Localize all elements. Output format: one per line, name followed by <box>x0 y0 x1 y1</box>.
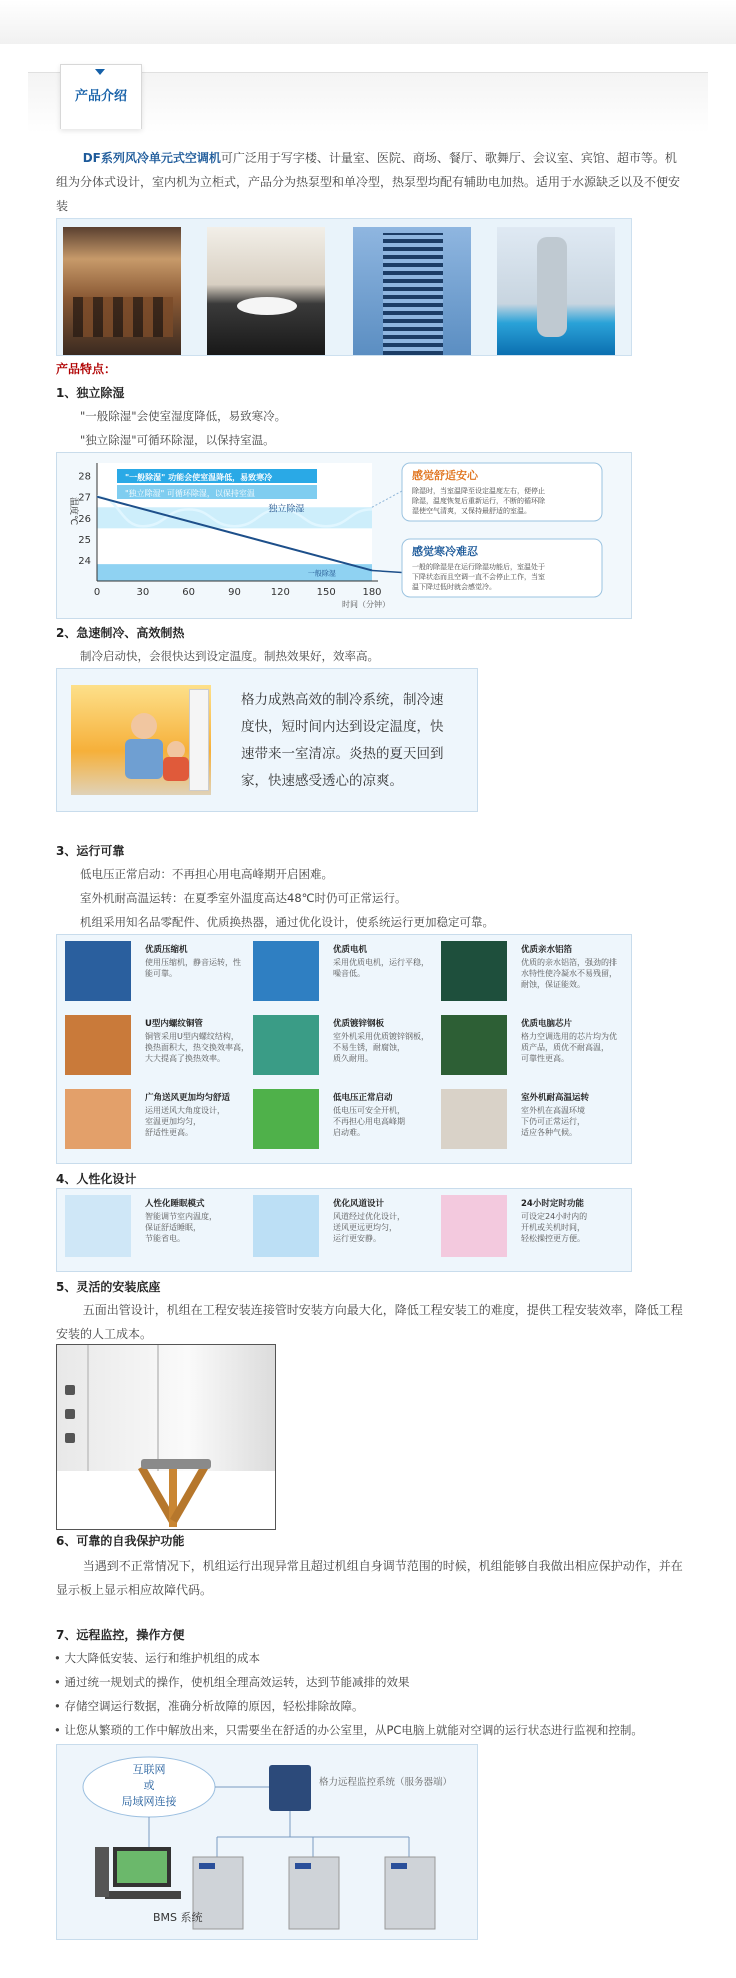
f4cell-title-2: 24小时定时功能 <box>521 1199 584 1209</box>
box-cold-title: 感觉寒冷难忍 <box>412 545 478 558</box>
f3cell-image-2 <box>441 941 507 1001</box>
feature-3-line-1: 低电压正常启动：不再担心用电高峰期开启困难。 <box>80 867 333 881</box>
feature-1-line-1: "一般除湿"会使室湿度降低，易致寒冷。 <box>80 409 287 423</box>
f3cell-text-5-2: 可靠性更高。 <box>521 1054 569 1063</box>
cloud-text-2: 或 <box>143 1779 155 1792</box>
bms-label: BMS 系统 <box>153 1911 203 1924</box>
f3cell-title-0: 优质压缩机 <box>145 945 188 955</box>
f3cell-title-7: 低电压正常启动 <box>333 1093 393 1103</box>
f3cell-text-4-1: 不易生锈，耐腐蚀， <box>333 1043 405 1052</box>
cooling-text-1: 格力成熟高效的制冷系统，制冷速 <box>241 692 444 708</box>
f3cell-text-2-2: 耐蚀，保证能效。 <box>521 980 585 989</box>
humanized-grid <box>56 1188 632 1272</box>
box-cold-text-1: 下降状态而且空调一直不会停止工作，当室 <box>412 573 545 581</box>
f4cell-text-1-0: 风道经过优化设计， <box>333 1212 405 1221</box>
feature-1-line-2: "独立除湿"可循环除湿，以保持室温。 <box>80 433 275 447</box>
y-axis-label: 温度℃ <box>68 497 78 526</box>
features-title: 产品特点： <box>56 362 117 376</box>
feature-7-bullet-2: • 通过统一规划式的操作，使机组全理高效运转，达到节能减排的效果 <box>54 1675 410 1689</box>
f3cell-title-8: 室外机耐高温运转 <box>521 1093 590 1103</box>
feature-3-line-2: 室外机耐高温运转：在夏季室外温度高达48℃时仍可正常运行。 <box>80 891 407 905</box>
f4cell-text-0-1: 保证舒适睡眠， <box>145 1223 201 1232</box>
f3cell-text-7-2: 启动难。 <box>333 1128 365 1137</box>
intro-paragraph: DF系列风冷单元式空调机可广泛用于写字楼、计量室、医院、商场、餐厅、歌舞厅、会议室、宾馆、超市等。机 组为分体式设计，室内机为立柜式，产品分为热泵型和单冷型，热泵型均配有辅助电加热。适用于水源缺乏以及不便安装 <box>56 151 681 213</box>
x-tick-0: 0 <box>93 587 101 598</box>
box-comfort-text-0: 除湿时，当室温降至设定温度左右，便停止 <box>412 487 545 495</box>
f3cell-image-1 <box>253 941 319 1001</box>
dehumidify-chart <box>57 453 631 618</box>
f3cell-text-8-2: 适应各种气候。 <box>521 1128 577 1137</box>
f4cell-image-1 <box>253 1195 319 1257</box>
feature-7-bullet-4: • 让您从繁琐的工作中解放出来，只需要坐在舒适的办公室里，从PC电脑上就能对空调的运行状态进行监视和控制。 <box>54 1723 643 1737</box>
y-tick-28: 28 <box>78 471 91 483</box>
f3cell-text-0-1: 能可靠。 <box>145 969 177 978</box>
f3cell-image-3 <box>65 1015 131 1075</box>
x-tick-90: 90 <box>228 587 241 598</box>
banner-1-text: "一般除湿" 功能会使室温降低，易致寒冷 <box>125 473 273 482</box>
keyboard-icon <box>105 1891 181 1899</box>
f3cell-text-7-0: 低电压可安全开机， <box>333 1106 405 1115</box>
box-comfort-title: 感觉舒适安心 <box>412 469 478 482</box>
f4cell-text-2-2: 轻松操控更方便。 <box>521 1234 585 1243</box>
feature-2-title: 2、急速制冷、高效制热 <box>56 626 185 640</box>
install-base-image <box>56 1344 276 1530</box>
f4cell-text-0-2: 节能省电。 <box>145 1234 185 1243</box>
cooling-panel <box>56 668 478 812</box>
tab-indicator-icon <box>95 69 105 75</box>
f3cell-text-2-1: 水特性使冷凝水不易残留， <box>521 969 617 978</box>
f3cell-text-6-2: 舒适性更高。 <box>145 1128 193 1137</box>
f4cell-image-2 <box>441 1195 507 1257</box>
f3cell-text-1-1: 噪音低。 <box>333 969 365 978</box>
f3cell-title-1: 优质电机 <box>333 945 368 955</box>
f3cell-text-8-1: 下仍可正常运行， <box>521 1117 585 1126</box>
f3cell-title-5: 优质电脑芯片 <box>521 1019 573 1029</box>
y-tick-25: 25 <box>78 534 91 546</box>
cooling-text-4: 家，快速感受透心的凉爽。 <box>241 773 403 789</box>
box-comfort-text-2: 湿使空气清爽，又保持最舒适的室温。 <box>412 507 531 515</box>
f3cell-image-4 <box>253 1015 319 1075</box>
f3cell-text-7-1: 不再担心用电高峰期 <box>333 1117 405 1126</box>
box-cold-text-2: 温下降过低时就会感觉冷。 <box>412 583 496 591</box>
office-tower-photo <box>353 227 471 355</box>
connector-comfort <box>372 491 402 507</box>
f3cell-text-8-0: 室外机在高温环境 <box>521 1106 585 1115</box>
f3cell-image-8 <box>441 1089 507 1149</box>
network-diagram <box>57 1745 477 1939</box>
x-tick-150: 150 <box>316 587 336 598</box>
f3cell-text-5-0: 格力空调选用的芯片均为优 <box>521 1032 617 1041</box>
f4cell-text-1-1: 送风更远更均匀， <box>333 1223 397 1232</box>
cloud-text-1: 互联网 <box>132 1763 166 1776</box>
f3cell-text-5-1: 质产品，质优不耐高温， <box>521 1043 609 1052</box>
x-tick-30: 30 <box>136 587 150 598</box>
x-tick-60: 60 <box>182 587 196 598</box>
feature-6-title: 6、可靠的自我保护功能 <box>56 1534 185 1548</box>
y-tick-24: 24 <box>78 555 91 567</box>
f3cell-image-0 <box>65 941 131 1001</box>
tab-product-intro[interactable] <box>60 64 142 129</box>
intro-brand: DF系列风冷单元式空调机 <box>82 151 221 165</box>
pool-building-photo <box>497 227 615 355</box>
x-axis-label: 时间（分钟） <box>342 600 390 609</box>
ac-unit-icon <box>189 689 209 791</box>
meeting-room-photo <box>207 227 325 355</box>
f3cell-text-1-0: 采用优质电机，运行平稳， <box>333 958 429 967</box>
f3cell-image-5 <box>441 1015 507 1075</box>
f3cell-title-6: 广角送风更加均匀舒适 <box>145 1093 231 1103</box>
y-tick-27: 27 <box>78 492 91 504</box>
dehumidify-chart-panel <box>56 452 632 619</box>
f4cell-text-2-1: 开机或关机时间， <box>521 1223 585 1232</box>
feature-6-paragraph: 当遇到不正常情况下，机组运行出现异常且超过机组自身调节范围的时候，机组能够自我做出相应保护动作，并在 显示板上显示相应故障代码。 <box>56 1559 683 1597</box>
feature-3-line-3: 机组采用知名品零配件、优质换热器，通过优化设计，使系统运行更加稳定可靠。 <box>80 915 494 929</box>
family-illustration <box>71 685 211 795</box>
f3cell-text-2-0: 优质的亲水铝箔，强劲的排 <box>521 958 617 967</box>
box-cold-text-0: 一般的除湿是在运行除湿功能后，室温处于 <box>412 563 545 571</box>
f3cell-text-3-0: 铜管采用U型内螺纹结构， <box>145 1032 239 1041</box>
photo-strip <box>56 218 632 356</box>
remote-monitor-diagram <box>56 1744 478 1940</box>
f3cell-text-0-0: 使用压缩机，静音运转，性 <box>145 958 241 967</box>
label-independent: 独立除湿 <box>268 504 305 515</box>
f3cell-title-3: U型内螺纹铜管 <box>145 1019 203 1029</box>
feature-5-paragraph: 五面出管设计，机组在工程安装连接管时安装方向最大化，降低工程安装工的难度，提供工程安装效率，降低工程 安装的人工成本。 <box>56 1303 683 1341</box>
f3cell-text-4-2: 质久耐用。 <box>333 1054 373 1063</box>
general-leader-line <box>372 570 402 572</box>
f3cell-text-6-0: 运用送风大角度设计， <box>145 1106 225 1115</box>
f4cell-title-0: 人性化睡眠模式 <box>145 1199 205 1209</box>
x-tick-120: 120 <box>270 587 290 598</box>
f3cell-text-3-1: 换热面积大，热交换效率高， <box>145 1043 249 1052</box>
f4cell-title-1: 优化风道设计 <box>333 1199 385 1209</box>
top-bar <box>0 0 736 44</box>
cooling-text-2: 度快，短时间内达到设定温度，快 <box>241 719 444 735</box>
x-tick-180: 180 <box>362 587 382 598</box>
f4cell-text-2-0: 可设定24小时内的 <box>521 1212 588 1221</box>
f3cell-text-6-1: 室温更加均匀， <box>145 1117 201 1126</box>
feature-7-bullet-1: • 大大降低安装、运行和维护机组的成本 <box>54 1651 260 1665</box>
banner-2-text: "独立除湿" 可循环除湿，以保持室温 <box>125 489 255 498</box>
f3cell-image-6 <box>65 1089 131 1149</box>
f4cell-text-0-0: 智能调节室内温度， <box>145 1212 217 1221</box>
f3cell-image-7 <box>253 1089 319 1149</box>
pc-tower-icon <box>95 1847 109 1897</box>
feature-7-bullet-3: • 存储空调运行数据，准确分析故障的原因，轻松排除故障。 <box>54 1699 364 1713</box>
feature-3-title: 3、运行可靠 <box>56 844 125 858</box>
box-comfort-text-1: 除湿，温度恢复后重新运行，不断的循环除 <box>412 497 545 505</box>
feature-2-line-1: 制冷启动快，会很快达到设定温度。制热效果好，效率高。 <box>80 649 379 663</box>
server-icon <box>269 1765 311 1811</box>
tab-title: 产品介绍 <box>74 89 127 104</box>
f3cell-title-4: 优质镀锌钢板 <box>333 1019 385 1029</box>
label-general: 一般除湿 <box>307 569 336 578</box>
f4cell-image-0 <box>65 1195 131 1257</box>
f3cell-text-4-0: 室外机采用优质镀锌钢板， <box>333 1032 429 1041</box>
reliability-grid <box>56 934 632 1164</box>
f3cell-title-2: 优质亲水铝箔 <box>521 945 573 955</box>
feature-1-title: 1、独立除湿 <box>56 386 125 400</box>
feature-4-title: 4、人性化设计 <box>56 1172 137 1186</box>
f3cell-text-3-2: 大大提高了换热效率。 <box>145 1054 225 1063</box>
f4cell-text-1-2: 运行更安静。 <box>333 1234 381 1243</box>
feature-7-title: 7、远程监控，操作方便 <box>56 1628 185 1642</box>
y-tick-26: 26 <box>78 513 91 525</box>
cooling-text-3: 速带来一室清凉。炎热的夏天回到 <box>241 746 444 762</box>
restaurant-photo <box>63 227 181 355</box>
feature-5-title: 5、灵活的安装底座 <box>56 1280 161 1294</box>
server-label: 格力远程监控系统（服务器端） <box>319 1777 453 1788</box>
cloud-text-3: 局域网连接 <box>121 1795 177 1808</box>
